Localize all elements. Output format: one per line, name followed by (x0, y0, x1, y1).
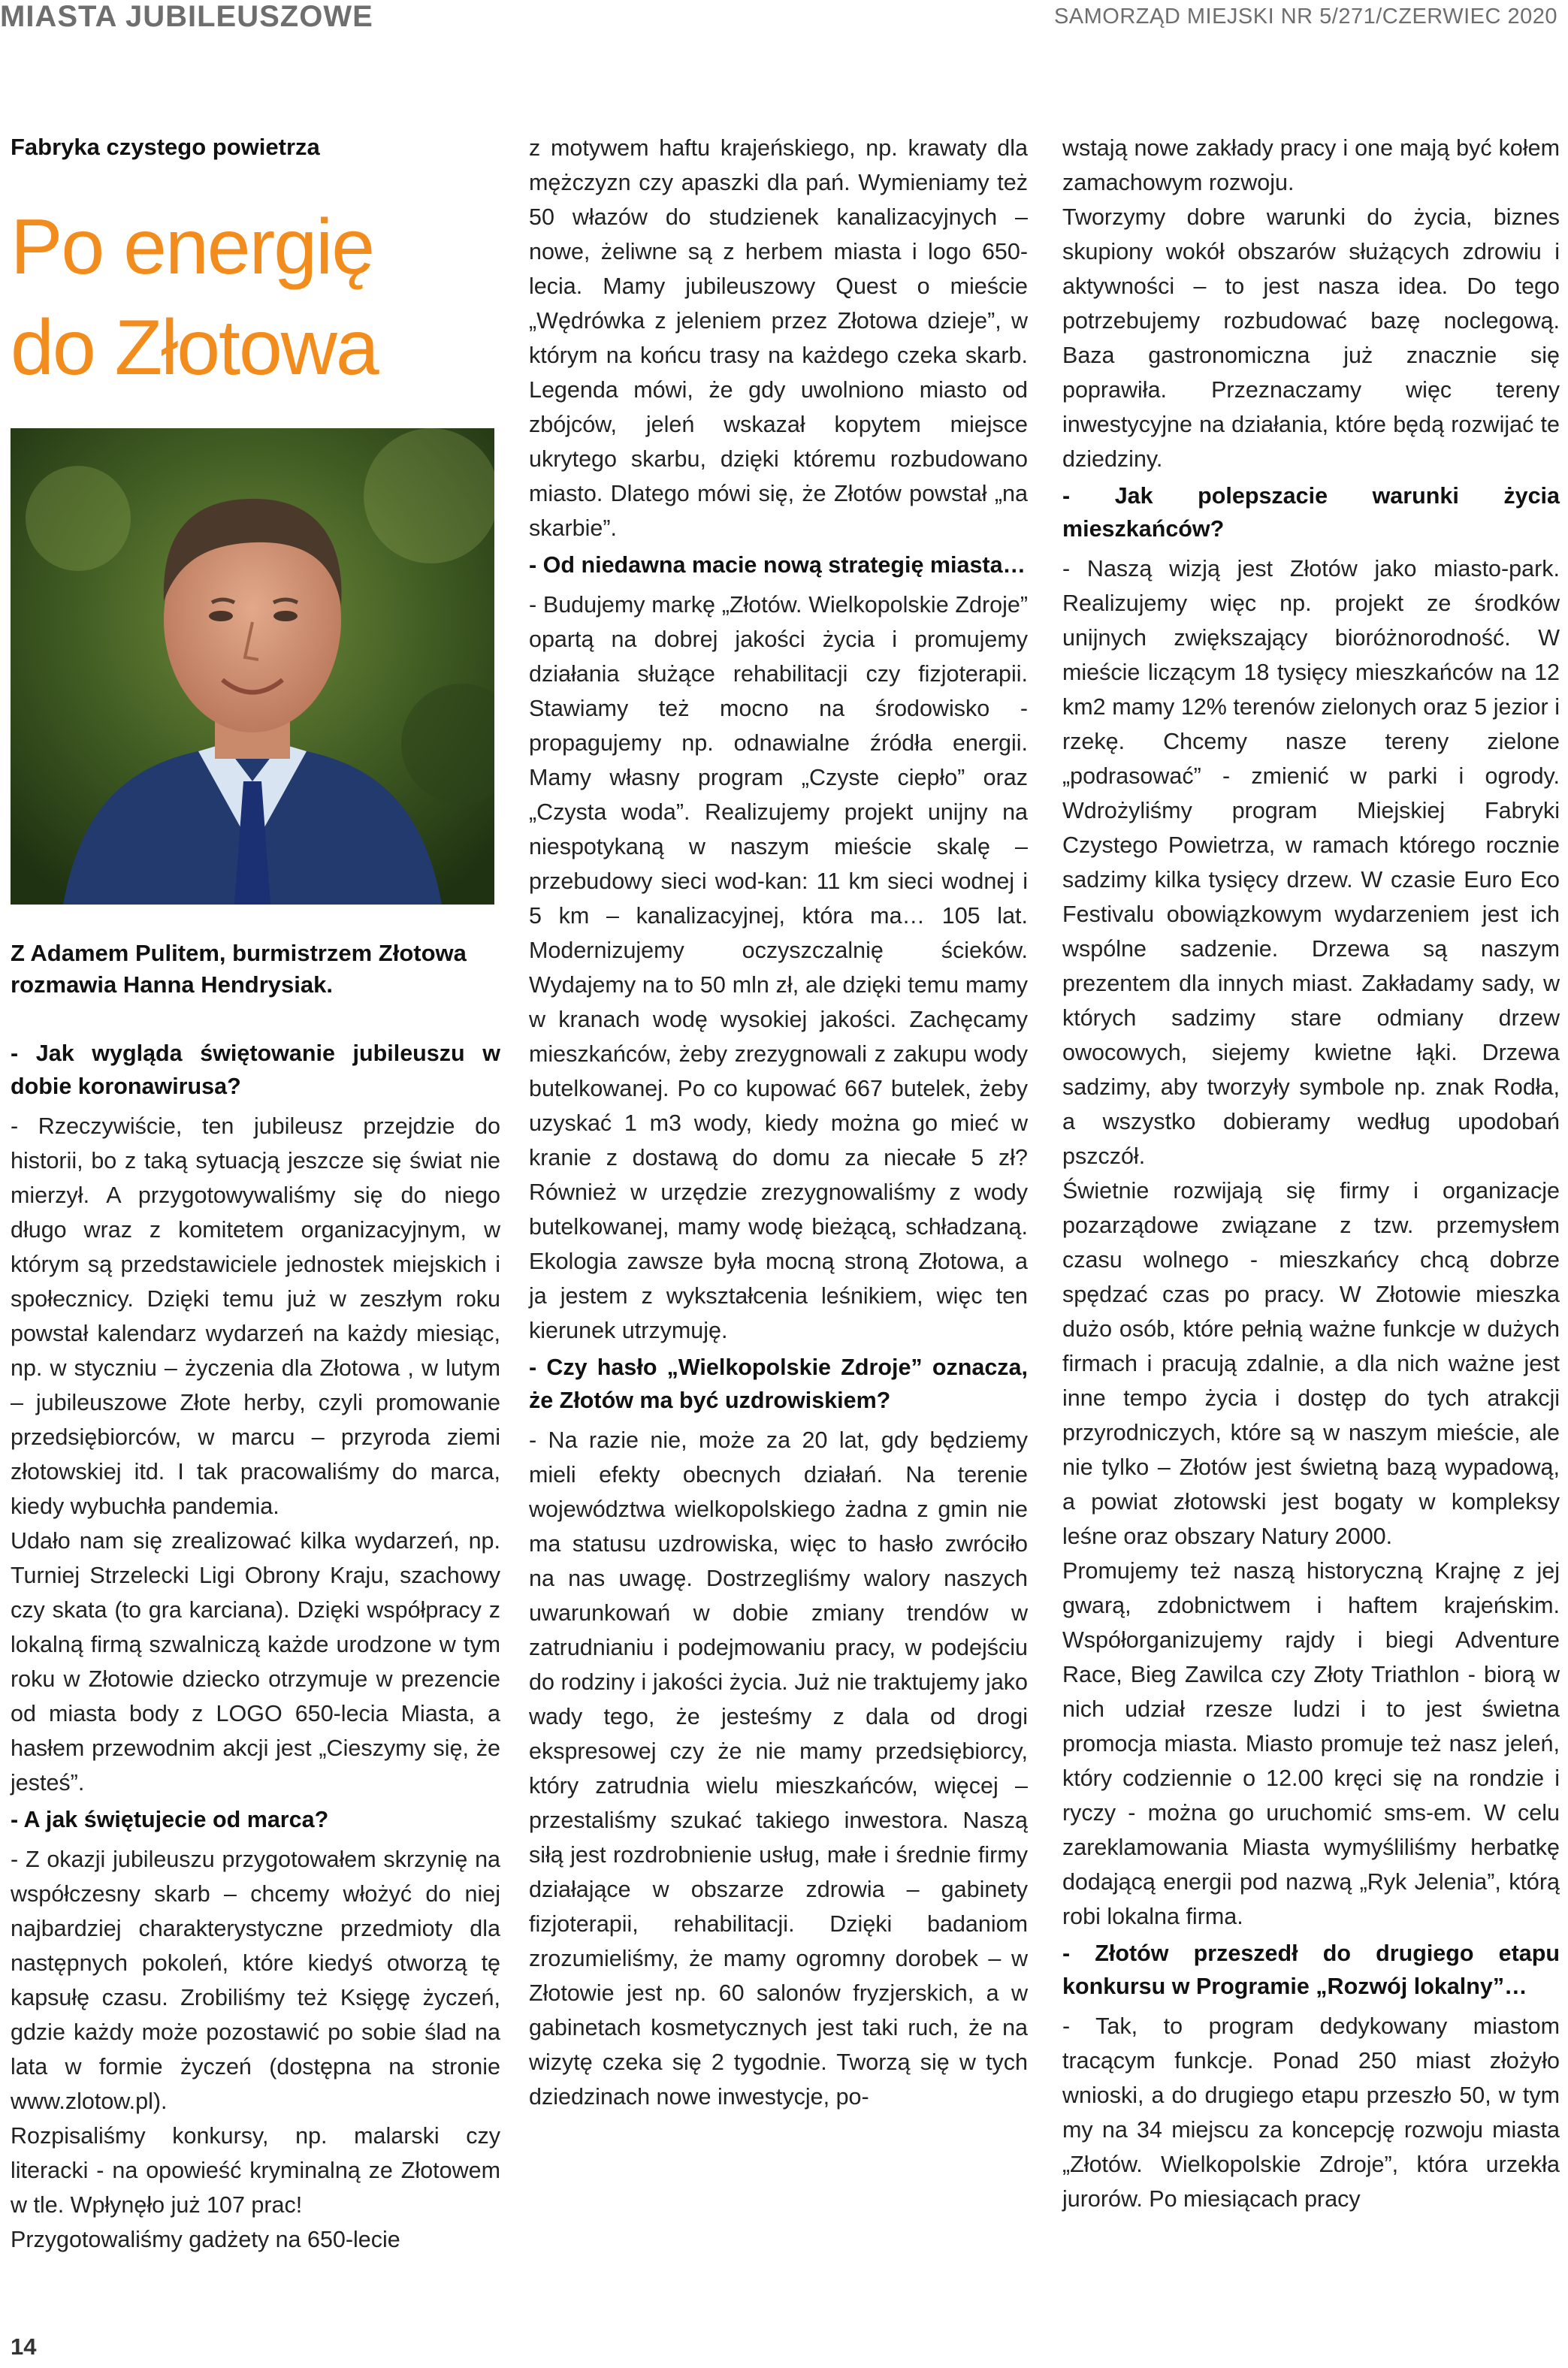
question-paragraph: - Jak polepszacie warunki życia mieszkańców? (1062, 483, 1560, 542)
answer-paragraph: - Z okazji jubileuszu przygotowałem skrzynię na współczesny skarb – chcemy włożyć do niej najbardziej charakterystyczne przedmioty dla następnych pokoleń, które kiedyś otworzą tę kapsułę czasu. Zrobiliśmy też Księgę życzeń, gdzie każdy może pozostawić po sobie ślad na lata w formie życzeń (dostępna na stronie www.zlotow.pl). (11, 1847, 500, 2114)
answer-paragraph: - Tak, to program dedykowany miastom tracącym funkcje. Ponad 250 miast złożyło wnioski, a do drugiego etapu przeszło 50, w tym my na 34 miejscu za koncepcję rozwoju miasta „Złotów. Wielkopolskie Zdroje”, która urzekła jurorów. Po miesiącach pracy (1062, 2013, 1560, 2212)
answer-paragraph: Udało nam się zrealizować kilka wydarzeń, np. Turniej Strzelecki Ligi Obrony Kraju, szachowy czy skata (to gra karciana). Dzięki współpracy z lokalną firmą szwalniczą każde urodzone w tym roku w Złotowie dziecko otrzymuje w prezencie od miasta body z LOGO 650-lecia Miasta, a hasłem przewodnim akcji jest „Cieszymy się, że jesteś”. (11, 1528, 500, 1796)
answer-paragraph: Promujemy też naszą historyczną Krajnę z jej gwarą, zdobnictwem i haftem krajeńskim. Współorganizujemy rajdy i biegi Adventure Race, Bieg Zawilca czy Złoty Triathlon - biorą w nich udział rzesze ludzi i to jest świetna promocja miasta. Miasto promuje też nasz jeleń, który codziennie o 12.00 kręci się na rondzie i ryczy - można go uruchomić sms-em. W celu zareklamowania Miasta wymyśliliśmy herbatkę dodającą energii pod nazwą „Ryk Jelenia”, którą robi lokalna firma. (1062, 1558, 1560, 1929)
text-column-2 (529, 131, 1028, 2114)
article-title-line-2: do Złotowa (11, 304, 378, 391)
answer-paragraph: - Na razie nie, może za 20 lat, gdy będziemy mieli efekty obecnych działań. Na terenie województwa wielkopolskiego żadna z gmin nie ma statusu uzdrowiska, więc to hasło zwróciło na nas uwagę. Dostrzegliśmy walory naszych uwarunkowań w dobie zmiany trendów w zatrudnianiu i podejmowaniu pracy, w podejściu do rodziny i jakości życia. Już nie traktujemy jako wady tego, że jesteśmy z dala od drogi ekspresowej czy że nie mamy przedsiębiorcy, który zatrudnia wielu mieszkańców, więcej – przestaliśmy szukać takiego inwestora. Naszą siłą jest rozdrobnienie usług, małe i średnie firmy działające w obszarze zdrowia – gabinety fizjoterapii, rehabilitacji. Dzięki badaniom zrozumieliśmy, że mamy ogromny dorobek – w Złotowie jest np. 60 salonów fryzjerskich, a w gabinetach kosmetycznych jest taki ruch, że na wizytę czeka się 2 tygodnie. Tworzą się w tych dziedzinach nowe inwestycje, po- (529, 1427, 1028, 2110)
answer-paragraph: z motywem haftu krajeńskiego, np. krawaty dla mężczyzn czy apaszki dla pań. Wymieniamy też 50 włazów do studzienek kanalizacyjnych – nowe, żeliwne są z herbem miasta i logo 650-lecia. Mamy jubileuszowy Quest o mieście „Wędrówka z jeleniem przez Złotowa dzieje”, w którym na końcu trasy na każdego czeka skarb. Legenda mówi, że gdy uwolniono miasto od zbójców, jeleń wskazał kopytem miejsce ukrytego skarbu, dzięki któremu rozbudowano miasto. Dlatego mówi się, że Złotów powstał „na skarbie”. (529, 135, 1028, 541)
answer-paragraph: wstają nowe zakłady pracy i one mają być kołem zamachowym rozwoju. (1062, 135, 1560, 195)
answer-paragraph: Rozpisaliśmy konkursy, np. malarski czy literacki - na opowieść kryminalną ze Złotowem w tle. Wpłynęło już 107 prac! (11, 2123, 500, 2218)
answer-paragraph: - Naszą wizją jest Złotów jako miasto-park. Realizujemy więc np. projekt ze środków unijnych zwiększający bioróżnorodność. W mieście liczącym 18 tysięcy mieszkańców na 12 km2 mamy 12% terenów zielonych oraz 5 jezior i rzekę. Chcemy nasze tereny zielone „podrasować” - zmienić w parki i ogrody. Wdrożyliśmy program Miejskiej Fabryki Czystego Powietrza, w ramach którego rocznie sadzimy kilka tysięcy drzew. W czasie Euro Eco Festivalu obowiązkowym wydarzeniem jest ich wspólne sadzenie. Drzewa są naszym prezentem dla innych miast. Zakładamy sady, w których sadzimy stare odmiany drzew owocowych, siejemy kwietne łąki. Drzewa sadzimy, aby tworzyły symbole np. znak Rodła, a wszystko dobieramy według upodobań pszczół. (1062, 556, 1560, 1169)
article-title (11, 197, 506, 398)
question-paragraph: - Złotów przeszedł do drugiego etapu konkursu w Programie „Rozwój lokalny”… (1062, 1941, 1560, 1999)
answer-paragraph: Świetnie rozwijają się firmy i organizacje pozarządowe związane z tzw. przemysłem czasu wolnego - mieszkańcy chcą dobrze spędzać czas po pracy. W Złotowie mieszka dużo osób, które pełnią ważne funkcje w dużych firmach i pracują zdalnie, a dla nich ważne jest inne tempo życia i dostęp do tych atrakcji przyrodniczych, które są w naszym mieście, ale nie tylko – Złotów jest świetną bazą wypadową, a powiat złotowski jest bogaty w kompleksy leśne oraz obszary Natury 2000. (1062, 1178, 1560, 1549)
text-column-3 (1062, 131, 1560, 2216)
issue-info: SAMORZĄD MIEJSKI NR 5/271/CZERWIEC 2020 (1053, 5, 1557, 29)
question-paragraph: - Jak wygląda świętowanie jubileuszu w dobie koronawirusa? (11, 1041, 500, 1099)
answer-paragraph: - Rzeczywiście, ten jubileusz przejdzie do historii, bo z taką sytuacją jeszcze się świat nie mierzył. A przygotowywaliśmy się do niego długo wraz z komitetem organizacyjnym, w którym są przedstawiciele jednostek miejskich i społecznicy. Dzięki temu już w zeszłym roku powstał kalendarz wydarzeń na każdy miesiąc, np. w styczniu – życzenia dla Złotowa , w lutym – jubileuszowe Złote herby, czyli promowanie przedsiębiorców, w marcu – przyroda ziemi złotowskiej itd. I tak pracowaliśmy do marca, kiedy wybuchła pandemia. (11, 1113, 500, 1519)
article-title-line-1: Po energię (11, 204, 374, 291)
portrait-photo (11, 428, 494, 905)
question-paragraph: - Czy hasło „Wielkopolskie Zdroje” oznacza, że Złotów ma być uzdrowiskiem? (529, 1355, 1028, 1413)
answer-paragraph: Tworzymy dobre warunki do życia, biznes skupiony wokół obszarów służących zdrowiu i aktywności – to jest nasza idea. Do tego potrzebujemy rozbudować bazę noclegową. Baza gastronomiczna już znacznie się poprawiła. Przeznaczamy więc tereny inwestycyjne na działania, które będą rozwijać te dziedziny. (1062, 204, 1560, 472)
text-column-1 (11, 1034, 500, 2257)
question-paragraph: - Od niedawna macie nową strategię miasta… (529, 552, 1026, 578)
page-number: 14 (11, 2333, 37, 2360)
article-kicker: Fabryka czystego powietrza (11, 134, 320, 160)
answer-paragraph: - Budujemy markę „Złotów. Wielkopolskie Zdroje” opartą na dobrej jakości życia i promujemy działania służące rehabilitacji czy fizjoterapii. Stawiamy też mocno na środowisko - propagujemy np. odnawialne źródła energii. Mamy własny program „Czyste ciepło” oraz „Czysta woda”. Realizujemy projekt unijny na niespotykaną w naszym mieście skalę – przebudowy sieci wod-kan: 11 km sieci wodnej i 5 km – kanalizacyjnej, która ma… 105 lat. Modernizujemy oczyszczalnię ścieków. Wydajemy na to 50 mln zł, ale dzięki temu mamy w kranach wodę wysokiej jakości. Zachęcamy mieszkańców, żeby zrezygnowali z zakupu wody butelkowanej. Po co kupować 667 butelek, żeby uzyskać 1 m3 wody, kiedy można go mieć w kranie z dostawą do domu za niecałe 5 zł? Również w urzędzie zrezygnowaliśmy z wody butelkowanej, mamy wodę bieżącą, schładzaną. Ekologia zawsze była mocną stroną Złotowa, a ja jestem z wykształcenia leśnikiem, więc ten kierunek utrzymuję. (529, 592, 1028, 1343)
section-header: MIASTA JUBILEUSZOWE (0, 0, 373, 33)
question-paragraph: - A jak świętujecie od marca? (11, 1807, 329, 1832)
article-intro: Z Adamem Pulitem, burmistrzem Złotowa rozmawia Hanna Hendrysiak. (11, 940, 467, 998)
answer-paragraph: Przygotowaliśmy gadżety na 650-lecie (11, 2227, 400, 2252)
